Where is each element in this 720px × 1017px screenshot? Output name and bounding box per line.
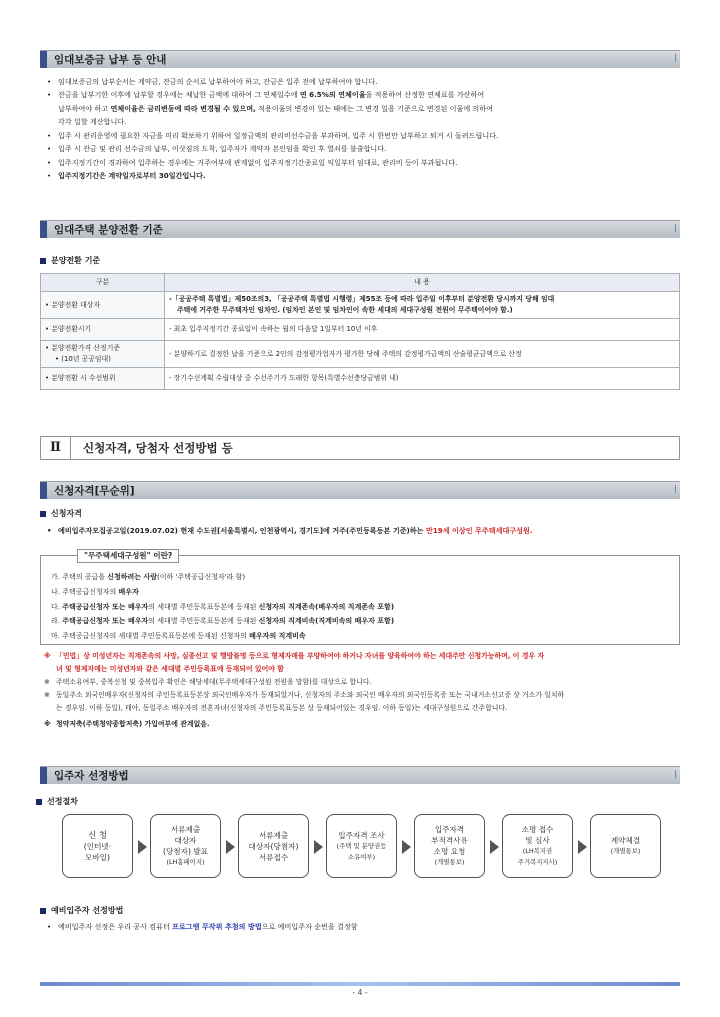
step-line: 모바일): [85, 852, 110, 862]
definition-row: 나. 주택공급신청자의 배우자: [51, 587, 139, 596]
page-number: - 4 -: [352, 988, 368, 997]
definition-box: [40, 551, 680, 645]
content-line: -「공공주택 특별법」제50조의3, 「공공주택 특별법 시행령」제55조 등에 따라 입주일 이후부터 분양전환 당시까지 당해 임대: [169, 295, 555, 303]
section-tick: [675, 224, 676, 232]
note-text: 청약저축(주택청약종합저축) 가입여부에 관계없음.: [56, 720, 210, 728]
table-header-row: [41, 274, 680, 292]
step-line: 소유여부): [347, 852, 376, 861]
table-row: [41, 319, 680, 341]
section-marker: [40, 767, 47, 784]
section-header-selection: [40, 766, 680, 784]
step-line: (주택 및 분양권등: [336, 841, 387, 850]
definition-rows: [51, 570, 394, 644]
arrow-right-icon: [490, 840, 499, 854]
step-line: 계약체결: [610, 836, 641, 845]
selection-flowchart: [40, 814, 680, 884]
step-line: 입주자격: [434, 825, 465, 834]
text: 잔금을 납부기한 이후에 납부할 경우에는 체납한 금액에 대하여 그 연체일수에: [58, 90, 298, 100]
step-line: 대상자: [174, 836, 197, 845]
note: [44, 702, 680, 715]
list-item: [44, 89, 684, 101]
text: 납부하여야 하고: [58, 103, 109, 113]
subsection-heading: [40, 509, 82, 519]
square-bullet-icon: [40, 908, 46, 914]
step-line: (LH홈페이지): [166, 858, 205, 866]
step-line: 소명 요청: [433, 847, 466, 856]
flow-step-documents: [238, 814, 309, 878]
note-mark: ※: [44, 691, 50, 699]
flow-step-announce: [150, 814, 221, 878]
label-text: • 분양전환 시 수선범위: [45, 374, 116, 382]
note-mark: ※: [44, 720, 51, 728]
step-line: 부적격사유: [431, 836, 468, 845]
square-bullet-icon: [40, 511, 46, 517]
list-item: [44, 921, 684, 933]
row-label: [41, 292, 165, 319]
section-header-qualification: [40, 481, 680, 499]
subsection-heading: [36, 797, 78, 807]
deposit-notice-list: [44, 76, 684, 184]
row-content: - 장기수선계획 수립대상 중 수선주기가 도래한 항목(특별수선충당금범위 내): [165, 368, 680, 390]
list-item: [44, 170, 684, 182]
section-header-deposit: [40, 50, 680, 68]
row-label: [41, 368, 165, 390]
footer-divider: [40, 982, 680, 986]
note: [44, 650, 680, 663]
chapter-number: Ⅱ: [41, 437, 71, 459]
note-text: 동일주소 외국인배우자(신청자의 주민등록표등본상 외국인배우자가 등재되었거나, 신청자의 주소와 외국인 배우자의 외국인등록증 또는 국내거소신고증 상 거소가 일치하: [56, 691, 565, 699]
note: [44, 676, 680, 689]
list-item: [44, 525, 684, 537]
highlight-red: 만19세 이상인 무주택세대구성원.: [425, 526, 533, 535]
arrow-right-icon: [138, 840, 147, 854]
list-item: • 임대보증금의 납부순서는 계약금, 잔금의 순서로 납부하여야 하고, 잔금은 입주 전에 납부하여야 합니다.: [44, 76, 684, 88]
arrow-right-icon: [314, 840, 323, 854]
text: 을 적용하여 산정한 연체료를 가산하여: [365, 90, 485, 100]
list-item: • 입주 시 관리운영에 필요한 자금을 미리 확보하기 위하여 일정금액의 관리비선수금을 부과하며, 입주 시 한번만 납부하고 퇴거 시 돌려드립니다.: [44, 130, 684, 142]
arrow-right-icon: [226, 840, 235, 854]
section-marker: [40, 482, 47, 499]
note-text: 주택소유여부, 중복신청 및 중복입주 확인은 해당세대(무주택세대구성원 전원을 말함)를 대상으로 합니다.: [56, 678, 372, 686]
section-title: 신청자격[무순위]: [54, 485, 135, 497]
row-label: [41, 341, 165, 368]
subsection-heading: [40, 906, 123, 916]
step-line: (당첨자) 발표: [162, 847, 209, 856]
heading-text: 예비입주자 선정방법: [51, 906, 124, 915]
flow-step-explanation: [414, 814, 485, 878]
square-bullet-icon: [36, 799, 42, 805]
section-tick: [675, 54, 676, 62]
table-row: [41, 292, 680, 319]
chapter-title: 신청자격, 당첨자 선정방법 등: [83, 441, 233, 455]
note-mark: ※: [44, 652, 51, 660]
step-line: 서류접수: [258, 852, 289, 862]
section-marker: [40, 51, 47, 68]
qualification-list: [44, 525, 684, 538]
list-item: • 입주지정기간이 경과하여 입주하는 경우에는 거주여부에 관계없이 입주지정기간종료일 익일부터 임대료, 관리비 등이 부과됩니다.: [44, 157, 684, 169]
step-line: (개별통보): [434, 858, 465, 866]
table-row: [41, 368, 680, 390]
step-line: (개별통보): [610, 847, 641, 855]
flow-step-apply: [62, 814, 133, 878]
heading-text: 선정절차: [47, 797, 78, 806]
highlight: 입주지정기간은 계약일자로부터 30일간입니다.: [58, 171, 206, 181]
row-content: [165, 292, 680, 319]
step-line: 및 심사: [525, 836, 550, 845]
section-header-conversion: [40, 220, 680, 238]
row-content: - 분양하기로 결정한 날을 기준으로 2인의 감정평가업자가 평가한 당해 주택의 감정평가금액의 산술평균금액으로 산정: [165, 341, 680, 368]
definition-title: "무주택세대구성원" 이란?: [77, 549, 179, 563]
text: 예비입주자모집공고일(2019.07.02) 현재 수도권[서울특별시, 인천광역시, 경기도]에 거주(주민등록등본 기준)하는: [58, 526, 426, 535]
heading-text: 분양전환 기준: [51, 256, 101, 265]
list-item: • 입주 시 잔금 및 관리 선수금의 납부, 이삿짐의 도착, 입주자가 계약자 본인임을 확인 후 열쇠를 불출합니다.: [44, 143, 684, 155]
note-mark: ※: [44, 678, 50, 686]
step-line: (LH복지권: [522, 847, 553, 855]
note-text: 「민법」상 미성년자는 직계존속의 사망, 실종선고 및 행방불명 등으로 형제자매를 부양하여야 하거나 자녀를 양육하여야 하는 세대주만 신청가능하며, 이 경우 자: [56, 652, 545, 660]
note-text: 녀 및 형제자매는 미성년자와 같은 세대별 주민등록표에 등재되어 있어야 함: [56, 665, 284, 673]
content-line: 주택에 거주한 무주택자인 임차인. (임차인 본인 및 임차인이 속한 세대의 세대구성원 전원이 무주택이어야 함.): [177, 306, 513, 314]
step-line: (인터넷·: [83, 841, 112, 851]
step-line: 대상자(당첨자): [248, 841, 299, 851]
section-title: 임대주택 분양전환 기준: [54, 224, 163, 236]
text: 으로 예비입주자 순번을 결정함: [261, 922, 358, 931]
note-text: 는 경우임. 이하 동일), 태아, 동일주소 배우자의 전혼자녀(신청자의 주민등록표등본 상 등재되어있는 경우임. 이하 동일)는 세대구성원으로 간주합니다.: [56, 704, 508, 712]
label-text: • 분양전환가격 산정기준: [45, 344, 120, 352]
selection-method-list: [44, 921, 684, 934]
definition-row: 마. 주택공급신청자의 세대별 주민등록표등본에 등재된 신청자의 배우자의 직계비속: [51, 632, 306, 641]
label-text: • 분양전환시기: [45, 325, 91, 333]
section-tick: [675, 485, 676, 493]
definition-row: 가. 주택의 공급을 신청하려는 사람(이하 '주택공급신청자'라 함): [51, 573, 246, 581]
section-tick: [675, 770, 676, 778]
table-row: [41, 341, 680, 368]
list-item: [44, 103, 684, 115]
row-content: - 최초 입주지정기간 종료일이 속하는 월의 다음달 1일부터 10년 이후: [165, 319, 680, 341]
step-line: 소명 접수: [521, 825, 554, 834]
note: [44, 663, 680, 676]
flow-step-contract: [590, 814, 661, 878]
step-line: 서류제출: [170, 825, 201, 834]
arrow-right-icon: [402, 840, 411, 854]
text: 적용이율의 변경이 있는 때에는 그 변경 일을 기준으로 변경된 이율에 의하여: [258, 103, 493, 113]
table-header: 내 용: [165, 274, 680, 292]
section-marker: [40, 221, 47, 238]
arrow-right-icon: [578, 840, 587, 854]
list-item: 각각 일할 계산합니다.: [58, 117, 127, 127]
text: 예비입주자 선정은 우리 공사 컴퓨터: [58, 922, 173, 931]
table-header: 구분: [41, 274, 165, 292]
step-line: 서류제출: [258, 830, 289, 840]
square-bullet-icon: [40, 258, 46, 264]
step-line: 주거복지지사): [517, 858, 558, 866]
flow-step-eligibility: [326, 814, 397, 878]
flow-step-review: [502, 814, 573, 878]
chapter-heading: [40, 436, 680, 460]
label-text: • 분양전환 대상자: [45, 301, 100, 309]
conversion-criteria-table: [40, 273, 680, 390]
highlight: 연 6.5%의 연체이율: [299, 90, 366, 100]
row-label: [41, 319, 165, 341]
notes-block: [44, 650, 680, 731]
section-title: 임대보증금 납부 등 안내: [54, 54, 167, 66]
definition-row: 다. 주택공급신청자 또는 배우자의 세대별 주민등록표등본에 등재된 신청자의 직계존속(배우자의 직계존속 포함): [51, 602, 395, 611]
label-sub: • (10년 공공임대): [45, 355, 111, 363]
subsection-heading: [40, 256, 100, 266]
section-title: 입주자 선정방법: [54, 770, 129, 782]
note: [44, 718, 680, 731]
step-line: 신 청: [88, 829, 107, 840]
step-line: 입주자격 조사: [338, 830, 385, 840]
heading-text: 신청자격: [51, 509, 82, 518]
highlight: 연체이율은 금리변동에 따라 변경될 수 있으며,: [110, 103, 256, 113]
highlight-blue: 프로그램 무작위 추첨의 방법: [172, 922, 262, 931]
definition-row: 라. 주택공급신청자 또는 배우자의 세대별 주민등록표등본에 등재된 신청자의 직계비속(직계비속의 배우자 포함): [51, 617, 395, 626]
note: [44, 689, 680, 702]
